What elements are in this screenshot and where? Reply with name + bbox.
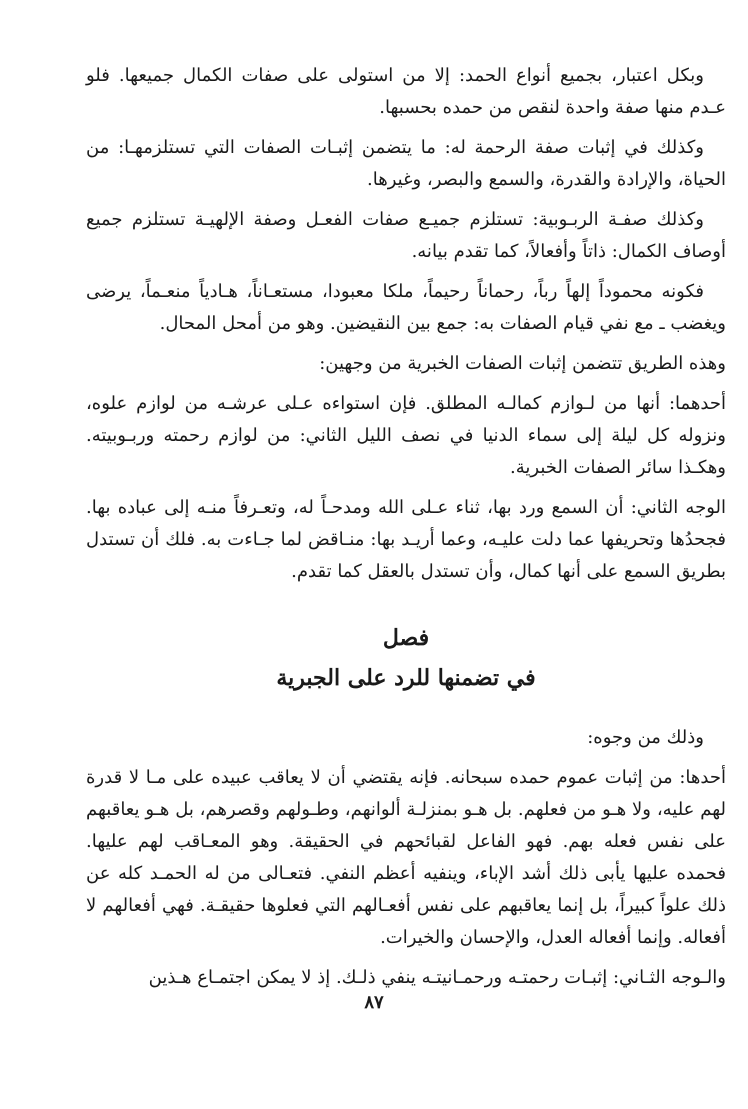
paragraph-9: أحدها: من إثبات عموم حمده سبحانه. فإنه يقتضي أن لا يعاقب عبيده على مـا لا قدرة لهم عليه، ولا هـو من فعلهم. بل هـو بمنزلـة ألوانهم، وطـولهم وقصرهم، بل هـو يعاقبهم على نفس فعله بهم. فهو الفاعل لقبائحهم في الحقيقة. وهو المعـاقب لهم عليها. فحمده عليها يأبى ذلك أشد الإباء، وينفيه أعظم النفي. فتعـالى من له الحمـد كله عن ذلك علواً كبيراً، بل إنما يعاقبهم على نفس أفعـالهم التي فعلوها حقيقـة. فهي أفعالهم لا أفعاله. وإنما أفعاله العدل، والإحسان والخيرات.	[86, 767, 726, 948]
section-title: فصل	[382, 625, 430, 651]
paragraph-5: وهذه الطريق تتضمن إثبات الصفات الخبرية من وجهين:	[319, 353, 726, 374]
paragraph-3: وكذلك صفـة الربـوبية: تستلزم جميـع صفات الفعـل وصفة الإلهيـة تستلزم جميع أوصاف الكمال: ذاتاً وأفعالاً، كما تقدم بيانه.	[86, 209, 726, 262]
paragraph-1: وبكل اعتبار، بجميع أنواع الحمد: إلا من استولى على صفات الكمال جميعها. فلو عـدم منها صفة واحدة لنقص من حمده بحسبها.	[86, 65, 726, 118]
paragraph-10: والـوجه الثـاني: إثبـات رحمتـه ورحمـانيتـه ينفي ذلـك. إذ لا يمكن اجتمـاع هـذين	[148, 967, 726, 988]
page-number: ٨٧	[364, 992, 384, 1013]
paragraph-7: الوجه الثاني: أن السمع ورد بها، ثناء عـلى الله ومدحـاً له، وتعـرفاً منـه إلى عباده بها. فجحدُها وتحريفها عما دلت عليـه، وعما أريـد بها: منـاقض لما جـاءت به. فلك أن تستدل بطريق السمع على أنها كمال، وأن تستدل بالعقل كما تقدم.	[86, 497, 726, 582]
paragraph-6: أحدهما: أنها من لـوازم كمالـه المطلق. فإن استواءه عـلى عرشـه من لوازم علوه، ونزوله كل ليلة إلى سماء الدنيا في نصف الليل الثاني: من لوازم رحمته وربـوبيته. وهكـذا سائر الصفات الخبرية.	[86, 393, 726, 478]
paragraph-2: وكذلك في إثبات صفة الرحمة له: ما يتضمن إثبـات الصفات التي تستلزمهـا: من الحياة، والإرادة والقدرة، والسمع والبصر، وغيرها.	[86, 137, 726, 190]
paragraph-4: فكونه محموداً إلهاً رباً، رحماناً رحيماً، ملكا معبودا، مستعـاناً، هـادياً منعـماً، يرضى ويغضب ـ مع نفي قيام الصفات به: جمع بين النقيضين. وهو من أمحل المحال.	[86, 281, 726, 334]
page-body	[86, 60, 726, 1002]
paragraph-8: وذلك من وجوه:	[587, 727, 704, 748]
section-subtitle: في تضمنها للرد على الجبرية	[276, 665, 536, 691]
